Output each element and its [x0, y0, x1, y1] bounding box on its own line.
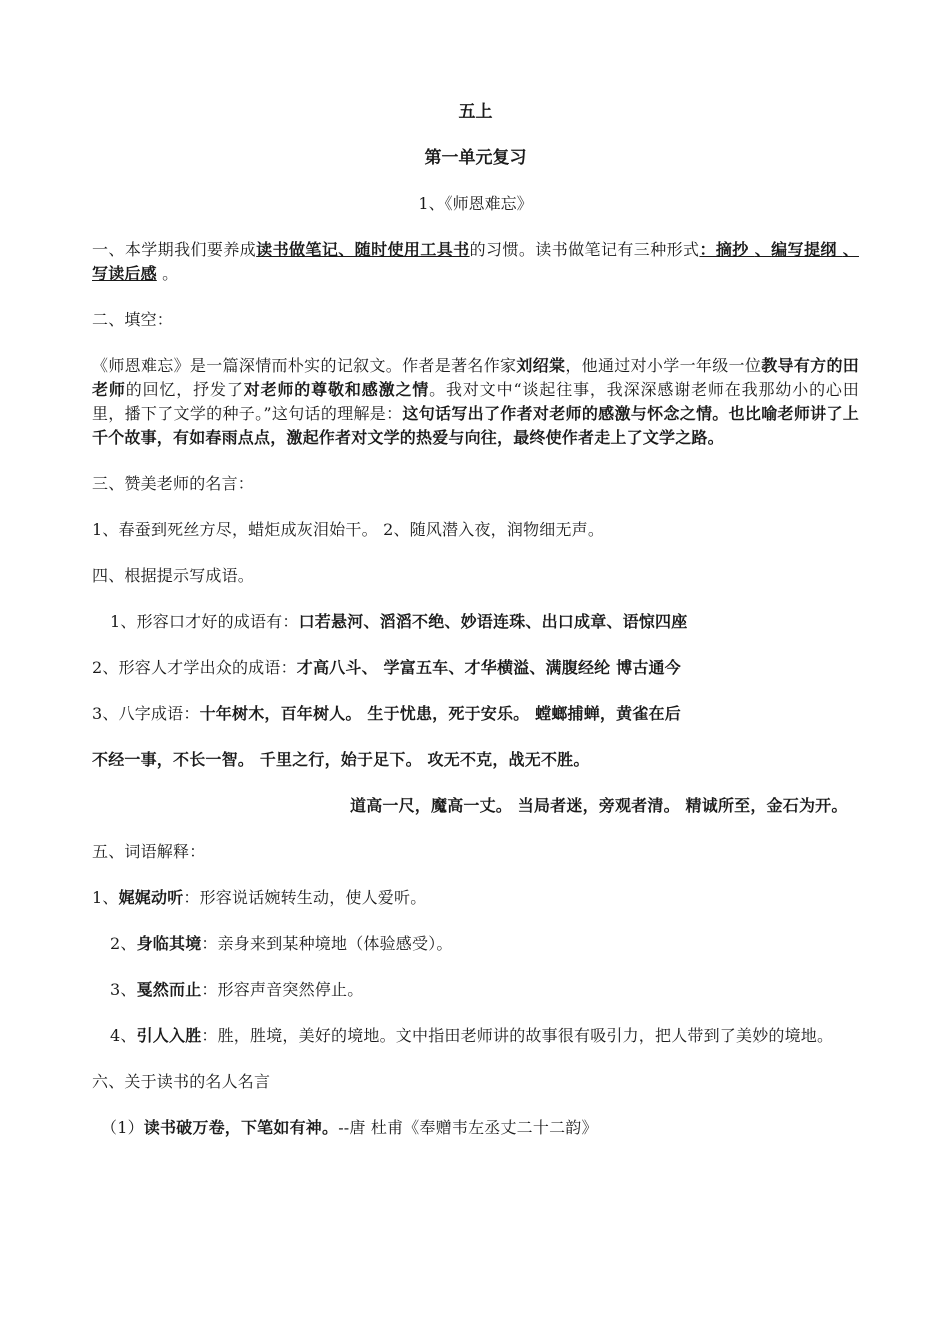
s2-text-1: 《师恩难忘》是一篇深情而朴实的记叙文。作者是著名作家: [92, 356, 517, 375]
s2-teacher: 教导有方的田老师: [92, 356, 859, 399]
s1-prefix: 一、本学期我们要养成: [92, 240, 257, 259]
s1-sep-1: 、: [754, 240, 772, 259]
lesson-title: 1、《师恩难忘》: [418, 194, 533, 213]
section-3-quotes: 1、春蚕到死丝方尽，蜡炬成灰泪始干。 2、随风潜入夜，润物细无声。: [92, 520, 605, 539]
idiom-item-3-line-2: 不经一事，不长一智。 千里之行，始于足下。 攻无不克，战无不胜。: [92, 750, 590, 769]
idiom-item-2-answer: 才高八斗、 学富五车、才华横溢、满腹经纶 博古通今: [296, 658, 681, 677]
word-item-1: [92, 886, 859, 910]
section-1-paragraph: [92, 238, 859, 286]
word-item-1-word: 娓娓动听: [118, 888, 184, 907]
word-item-4-num: 4、: [110, 1026, 137, 1045]
word-item-3-num: 3、: [110, 980, 137, 999]
s1-end: 。: [156, 264, 179, 283]
section-4-heading: 四、根据提示写成语。: [92, 566, 255, 585]
section-2-heading: 二、填空：: [92, 310, 174, 329]
word-item-2-num: 2、: [110, 934, 137, 953]
word-item-3-def: ：形容声音突然停止。: [201, 980, 364, 999]
word-item-1-num: 1、: [92, 888, 119, 907]
s1-sep-2: 、写读后感: [92, 240, 859, 283]
quote-item-1: [92, 1116, 859, 1140]
idiom-item-1-answer: 口若悬河、滔滔不绝、妙语连珠、出口成章、语惊四座: [298, 612, 688, 631]
grade-title: 五上: [458, 102, 493, 122]
idiom-item-3-label: 3、八字成语：: [92, 704, 200, 723]
idiom-item-3-answer: 十年树木，百年树人。 生于忧患，死于安乐。 螳螂捕蝉，黄雀在后: [199, 704, 681, 723]
s1-mid: 的习惯。读书做笔记有三种形式: [469, 240, 700, 259]
word-item-2-word: 身临其境: [136, 934, 202, 953]
s2-feeling: 对老师的尊敬和感激之情: [243, 380, 430, 399]
idiom-item-1: [92, 610, 859, 634]
s2-text-2: ，他通过对小学一年级一位: [565, 356, 762, 375]
section-6-heading: 六、关于读书的名人名言: [92, 1072, 271, 1091]
s2-text-4: 。我对文中“谈起往事，我深深感谢老师在我那幼小的心田里，播下了文学的种子。”这句话的理解是：: [92, 380, 859, 423]
unit-title: 第一单元复习: [424, 148, 527, 168]
s2-author: 刘绍棠: [516, 356, 566, 375]
idiom-item-3: [92, 702, 859, 726]
s1-form-1: ：摘抄: [699, 240, 755, 259]
s1-form-2: 编写提纲: [771, 240, 843, 259]
s2-answer: 这句话写出了作者对老师的感激与怀念之情。也比喻老师讲了上千个故事，有如春雨点点，激起作者对文学的热爱与向往，最终使作者走上了文学之路。: [92, 404, 859, 447]
s2-text-3: 的回忆，抒发了: [125, 380, 244, 399]
word-item-1-def: ：形容说话婉转生动，使人爱听。: [183, 888, 427, 907]
word-item-3: [92, 978, 859, 1002]
word-item-4: [92, 1024, 859, 1048]
section-3-heading: 三、赞美老师的名言：: [92, 474, 255, 493]
quote-item-1-source: --唐 杜甫《奉赠韦左丞丈二十二韵》: [338, 1118, 598, 1137]
word-item-2-def: ：亲身来到某种境地（体验感受）。: [201, 934, 453, 953]
word-item-3-word: 戛然而止: [136, 980, 202, 999]
quote-item-1-quote: 读书破万卷，下笔如有神。: [143, 1118, 339, 1137]
idiom-item-3-line-3: 道高一尺，魔高一丈。 当局者迷，旁观者清。 精诚所至，金石为开。: [350, 796, 848, 815]
idiom-item-2: [92, 656, 859, 680]
s1-habit: 读书做笔记、随时使用工具书: [256, 240, 470, 259]
word-item-2: [92, 932, 859, 956]
idiom-item-2-label: 2、形容人才学出众的成语：: [92, 658, 297, 677]
word-item-4-def: ：胜，胜境，美好的境地。文中指田老师讲的故事很有吸引力，把人带到了美妙的境地。: [201, 1026, 834, 1045]
quote-item-1-num: （1）: [101, 1118, 144, 1137]
idiom-item-1-label: 1、形容口才好的成语有：: [110, 612, 299, 631]
document-page: [92, 96, 859, 1140]
section-5-heading: 五、词语解释：: [92, 842, 206, 861]
word-item-4-word: 引人入胜: [136, 1026, 202, 1045]
section-2-paragraph: [92, 354, 859, 450]
